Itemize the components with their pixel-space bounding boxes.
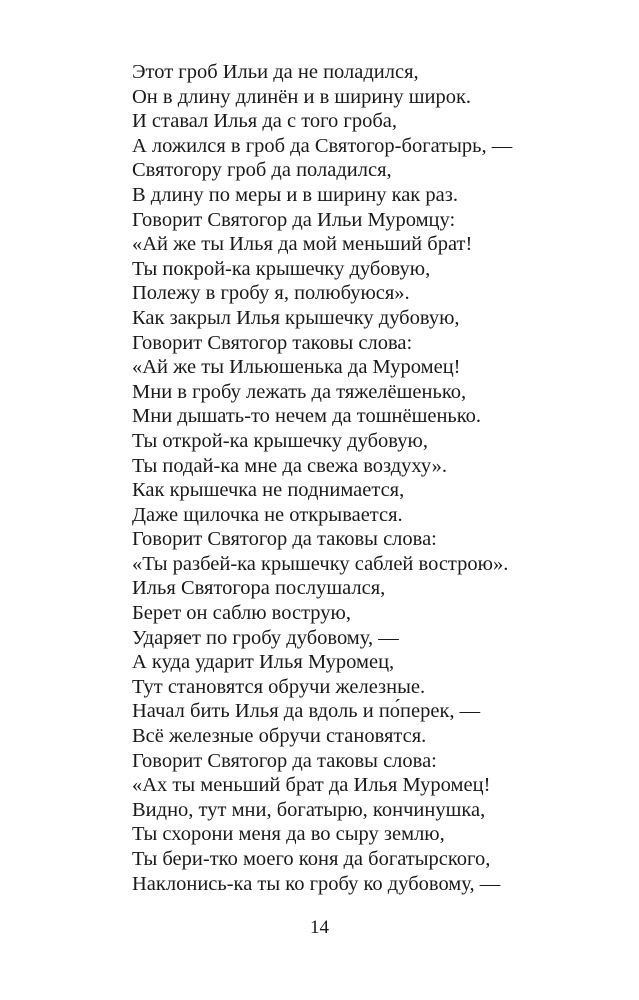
poem-line: Ты подай-ка мне да свежа воздуху». [132, 454, 447, 477]
poem-line: Как закрыл Илья крышечку дубовую, [132, 306, 460, 329]
poem-line: «Ай же ты Ильюшенька да Муромец! [132, 356, 461, 379]
poem-line: А куда ударит Илья Муромец, [132, 651, 395, 674]
poem-line: Этот гроб Ильи да не поладился, [132, 61, 419, 83]
poem-line: Начал бить Илья да вдоль и по́перек, — [132, 700, 481, 723]
poem-line: Илья Святогора послушался, [132, 577, 386, 600]
poem-line: Наклонись-ка ты ко гробу ко дубовому, — [132, 872, 501, 895]
poem-line: Ты покрой-ка крышечку дубовую, [132, 257, 431, 280]
poem-line: И ставал Илья да с того гроба, [132, 110, 397, 133]
poem-line: Ударяет по гробу дубовому, — [132, 626, 399, 649]
poem-line: «Ты разбей-ка крышечку саблей вострою». [132, 552, 509, 575]
poem-line: «Ах ты меньший брат да Илья Муромец! [132, 774, 491, 797]
poem-line: Он в длину длинён и в ширину широк. [132, 85, 472, 108]
page-number: 14 [310, 917, 329, 938]
poem-line: Всё железные обручи становятся. [132, 725, 427, 748]
poem-line: Говорит Святогор да таковы слова: [132, 749, 437, 772]
poem-line: Ты открой-ка крышечку дубовую, [132, 429, 428, 452]
poem-line: Святогору гроб да поладился, [132, 159, 392, 182]
poem-line: Берет он саблю вострую, [132, 602, 351, 625]
poem-line: Говорит Святогор да таковы слова: [132, 528, 437, 551]
poem-line: Тут становятся обручи железные. [132, 675, 426, 698]
poem-line: Мни в гробу лежать да тяжелёшенько, [132, 380, 467, 403]
poem-line: Ты схорони меня да во сыру землю, [132, 823, 445, 846]
poem-line: Говорит Святогор да Ильи Муромцу: [132, 208, 456, 231]
poem-line: «Ай же ты Илья да мой меньший брат! [132, 233, 473, 256]
poem-line: Мни дышать-то нечем да тошнёшенько. [132, 405, 482, 428]
poem-line: Говорит Святогор таковы слова: [132, 331, 413, 354]
poem-line: Видно, тут мни, богатырю, кончинушка, [132, 798, 486, 821]
poem-line: Полежу в гробу я, полюбуюся». [132, 282, 410, 305]
poem-line: В длину по меры и в ширину как раз. [132, 183, 458, 206]
poem-line: Ты бери-тко моего коня да богатырского, [132, 848, 491, 870]
poem-line: А ложился в гроб да Святогор-богатырь, — [132, 134, 513, 157]
poem-text [132, 60, 602, 896]
poem-line: Даже щилочка не открывается. [132, 503, 403, 526]
poem-line: Как крышечка не поднимается, [132, 479, 405, 502]
